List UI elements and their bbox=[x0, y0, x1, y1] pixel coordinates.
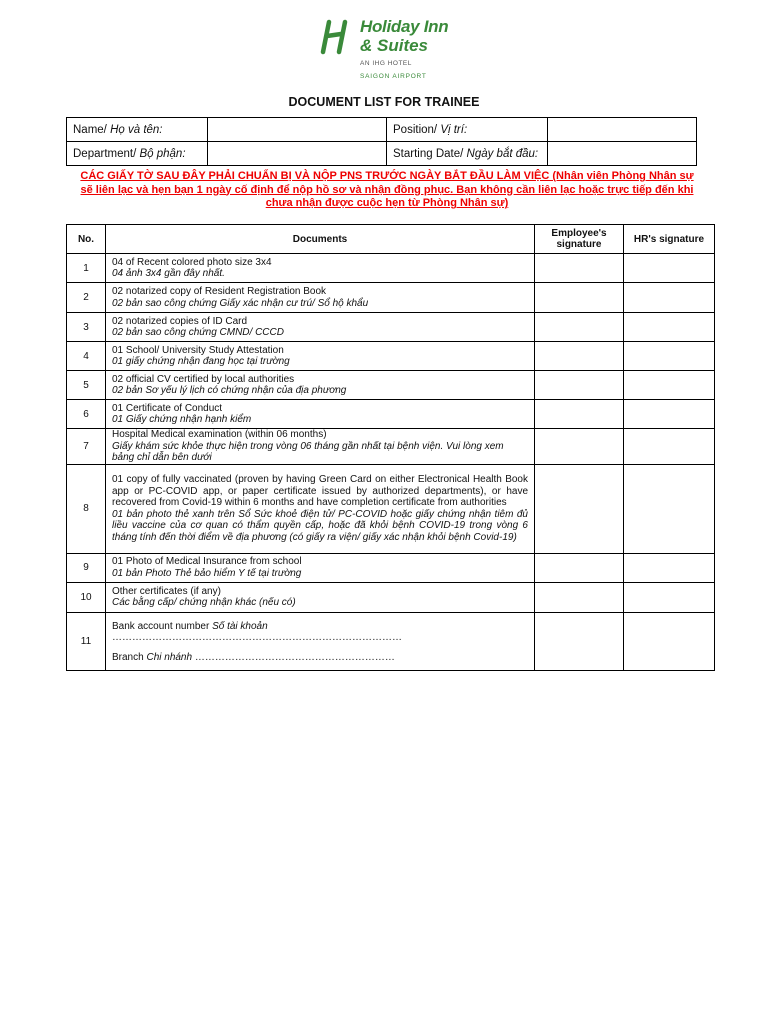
hr-signature-cell[interactable] bbox=[624, 553, 715, 582]
name-field[interactable] bbox=[208, 118, 387, 142]
row-number: 3 bbox=[67, 313, 106, 342]
document-vietnamese: 02 bản Sơ yếu lý lịch có chứng nhận của địa phương bbox=[112, 385, 347, 396]
employee-signature-cell[interactable] bbox=[535, 400, 624, 429]
table-row bbox=[67, 429, 715, 465]
table-row bbox=[67, 464, 715, 553]
hr-signature-cell[interactable] bbox=[624, 429, 715, 465]
hr-signature-cell[interactable] bbox=[624, 371, 715, 400]
header-no: No. bbox=[67, 225, 106, 254]
document-description bbox=[106, 464, 535, 553]
document-vietnamese: Giấy khám sức khỏe thực hiện trong vòng 06 tháng gần nhất tại bệnh viện. Vui lòng xem bảng chỉ dẫn bên dưới bbox=[112, 440, 504, 463]
hr-signature-cell[interactable] bbox=[624, 612, 715, 670]
trainee-info-table bbox=[66, 117, 697, 166]
page-title: DOCUMENT LIST FOR TRAINEE bbox=[288, 95, 480, 109]
hr-signature-cell[interactable] bbox=[624, 313, 715, 342]
document-description bbox=[106, 254, 535, 283]
document-vietnamese: 01 bản photo thẻ xanh trên Sổ Sức khoẻ điện tử/ PC-COVID hoặc giấy chứng nhận tiêm đủ liều vaccine của cơ quan có thẩm quyền cấp, hoặc đã khỏi bệnh COVID-19 trong vòng 6 tháng tính đến thời điểm về địa phương (có giấy ra viện/ giấy xác nhận khỏi bệnh Covid-19) bbox=[112, 508, 528, 543]
hr-signature-cell[interactable] bbox=[624, 283, 715, 313]
row-number: 8 bbox=[67, 464, 106, 553]
document-description bbox=[106, 429, 535, 465]
employee-signature-cell[interactable] bbox=[535, 283, 624, 313]
position-field[interactable] bbox=[548, 118, 697, 142]
brand-location: SAIGON AIRPORT bbox=[360, 73, 427, 80]
table-row bbox=[67, 553, 715, 582]
document-english: 02 notarized copy of Resident Registration Book bbox=[112, 286, 327, 297]
documents-table bbox=[66, 224, 715, 671]
brand-name: Holiday Inn bbox=[360, 17, 449, 36]
document-english: 01 Photo of Medical Insurance from school bbox=[112, 556, 302, 567]
employee-signature-cell[interactable] bbox=[535, 342, 624, 371]
document-english: 01 Certificate of Conduct bbox=[112, 402, 223, 414]
document-description bbox=[106, 371, 535, 400]
table-row bbox=[67, 313, 715, 342]
document-vietnamese: Các bằng cấp/ chứng nhận khác (nếu có) bbox=[112, 597, 296, 608]
row-number: 2 bbox=[67, 283, 106, 313]
document-vietnamese: 02 bản sao công chứng CMND/ CCCD bbox=[112, 327, 284, 338]
brand-suites: & Suites bbox=[360, 36, 429, 55]
name-label: Name/ Họ và tên: bbox=[67, 118, 208, 142]
document-english: 01 copy of fully vaccinated (proven by having Green Card on either Electronical Health Book app or PC-COVID app, or paper certificate issued by authorized departments), or have recovered from Covid-19 within 6 months and have completion certificate from authorities bbox=[112, 474, 528, 508]
bank-details-cell: Bank account number Số tài khoản …………………………………………………………………………… Branch Chi nhánh …………………………………………………… bbox=[106, 612, 535, 670]
hr-signature-cell[interactable] bbox=[624, 582, 715, 612]
document-vietnamese: 04 ảnh 3x4 gần đây nhất. bbox=[112, 268, 225, 279]
brand-tagline: AN IHG HOTEL bbox=[360, 60, 412, 67]
employee-signature-cell[interactable] bbox=[535, 429, 624, 465]
table-row bbox=[67, 612, 715, 670]
hr-signature-cell[interactable] bbox=[624, 254, 715, 283]
employee-signature-cell[interactable] bbox=[535, 254, 624, 283]
header-documents: Documents bbox=[106, 225, 535, 254]
starting-date-field[interactable] bbox=[548, 142, 697, 166]
row-number: 10 bbox=[67, 582, 106, 612]
notice-text: CÁC GIẤY TỜ SAU ĐÂY PHẢI CHUẨN BỊ VÀ NỘP PNS TRƯỚC NGÀY BẮT ĐẦU LÀM VIỆC (Nhân viên Phòng Nhân sự sẽ liên lạc và hẹn bạn 1 ngày cố định để nộp hồ sơ và nhận đồng phục. Bạn không cần liên lạc hoặc trực tiếp đến khi chưa nhận được cuộc hẹn từ Phòng Nhân sự) bbox=[80, 170, 694, 209]
document-description bbox=[106, 283, 535, 313]
hr-signature-cell[interactable] bbox=[624, 342, 715, 371]
document-english: 04 of Recent colored photo size 3x4 bbox=[112, 256, 272, 268]
document-description bbox=[106, 582, 535, 612]
row-number: 9 bbox=[67, 553, 106, 582]
row-number: 4 bbox=[67, 342, 106, 371]
branch-field[interactable]: Branch Chi nhánh …………………………………………………… bbox=[112, 651, 395, 663]
row-number: 5 bbox=[67, 371, 106, 400]
document-vietnamese: 01 bản Photo Thẻ bảo hiểm Y tế tại trường bbox=[112, 567, 302, 579]
document-vietnamese: 02 bản sao công chứng Giấy xác nhận cư trú/ Sổ hộ khẩu bbox=[112, 297, 369, 309]
employee-signature-cell[interactable] bbox=[535, 612, 624, 670]
table-row bbox=[67, 342, 715, 371]
table-row bbox=[67, 582, 715, 612]
bank-account-field[interactable]: …………………………………………………………………………… bbox=[112, 632, 402, 644]
row-number: 11 bbox=[67, 612, 106, 670]
table-row bbox=[67, 371, 715, 400]
department-label: Department/ Bộ phận: bbox=[67, 142, 208, 166]
employee-signature-cell[interactable] bbox=[535, 553, 624, 582]
employee-signature-cell[interactable] bbox=[535, 371, 624, 400]
document-english: Other certificates (if any) bbox=[112, 585, 221, 597]
document-description bbox=[106, 313, 535, 342]
row-number: 6 bbox=[67, 400, 106, 429]
document-vietnamese: 01 giấy chứng nhận đang học tại trường bbox=[112, 356, 290, 367]
document-description bbox=[106, 400, 535, 429]
document-english: Hospital Medical examination (within 06 months) bbox=[112, 429, 327, 440]
document-description bbox=[106, 342, 535, 371]
document-english: 02 official CV certified by local authorities bbox=[112, 373, 295, 385]
document-description bbox=[106, 553, 535, 582]
starting-date-label: Starting Date/ Ngày bắt đầu: bbox=[387, 142, 548, 166]
header-hr-signature: HR's signature bbox=[624, 225, 715, 254]
row-number: 7 bbox=[67, 429, 106, 465]
document-vietnamese: 01 Giấy chứng nhận hạnh kiểm bbox=[112, 414, 252, 425]
employee-signature-cell[interactable] bbox=[535, 464, 624, 553]
hr-signature-cell[interactable] bbox=[624, 464, 715, 553]
holiday-inn-h-icon bbox=[314, 16, 354, 56]
hotel-logo bbox=[314, 16, 464, 82]
employee-signature-cell[interactable] bbox=[535, 582, 624, 612]
table-row bbox=[67, 254, 715, 283]
document-english: 02 notarized copies of ID Card bbox=[112, 315, 248, 327]
table-row bbox=[67, 400, 715, 429]
department-field[interactable] bbox=[208, 142, 387, 166]
table-row bbox=[67, 283, 715, 313]
hr-signature-cell[interactable] bbox=[624, 400, 715, 429]
position-label: Position/ Vị trí: bbox=[387, 118, 548, 142]
row-number: 1 bbox=[67, 254, 106, 283]
header-employee-signature: Employee's signature bbox=[535, 225, 624, 254]
employee-signature-cell[interactable] bbox=[535, 313, 624, 342]
document-english: 01 School/ University Study Attestation bbox=[112, 344, 284, 356]
